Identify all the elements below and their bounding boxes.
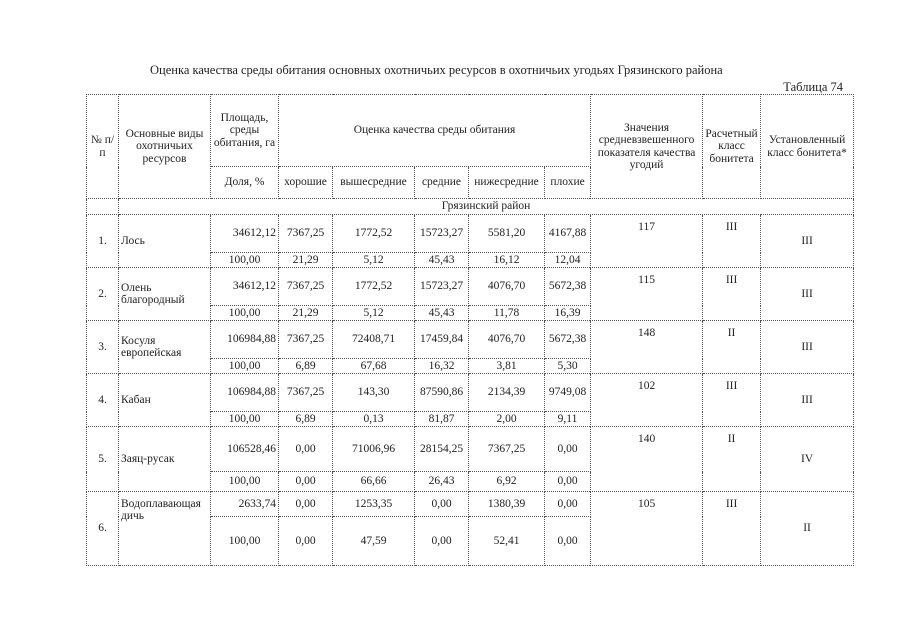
weighted-value: 115 bbox=[591, 268, 703, 321]
header-above: вышесредние bbox=[333, 167, 415, 199]
quality-value: 0,00 bbox=[279, 427, 333, 472]
quality-value: 0,00 bbox=[545, 492, 591, 517]
quality-value: 0,00 bbox=[545, 427, 591, 472]
calc-class-value: III bbox=[703, 374, 761, 427]
quality-percent: 0,00 bbox=[279, 472, 333, 492]
quality-percent: 0,00 bbox=[545, 472, 591, 492]
header-share: Доля, % bbox=[211, 167, 279, 199]
quality-percent: 16,32 bbox=[415, 359, 469, 374]
table-title: Оценка качества среды обитания основных охотничьих ресурсов в охотничьих угодьях Грязинского района bbox=[150, 63, 723, 77]
quality-percent: 52,41 bbox=[469, 517, 545, 566]
quality-percent: 0,13 bbox=[333, 412, 415, 427]
quality-percent: 0,00 bbox=[415, 517, 469, 566]
table-row bbox=[87, 492, 854, 517]
quality-percent: 3,81 bbox=[469, 359, 545, 374]
calc-class-value: II bbox=[703, 427, 761, 492]
quality-value: 9749,08 bbox=[545, 374, 591, 412]
habitat-quality-table bbox=[86, 94, 854, 566]
quality-percent: 21,29 bbox=[279, 306, 333, 321]
quality-value: 7367,25 bbox=[279, 374, 333, 412]
calc-class-value: III bbox=[703, 492, 761, 566]
quality-value: 87590,86 bbox=[415, 374, 469, 412]
set-class-value: II bbox=[761, 492, 854, 566]
header-num: № п/п bbox=[87, 95, 119, 199]
quality-percent: 45,43 bbox=[415, 306, 469, 321]
quality-percent: 2,00 bbox=[469, 412, 545, 427]
weighted-value: 105 bbox=[591, 492, 703, 566]
quality-value: 143,30 bbox=[333, 374, 415, 412]
quality-percent: 81,87 bbox=[415, 412, 469, 427]
quality-value: 1380,39 bbox=[469, 492, 545, 517]
quality-percent: 0,00 bbox=[279, 517, 333, 566]
header-area: Площадь, среды обитания, га bbox=[211, 95, 279, 167]
header-below: нижесредние bbox=[469, 167, 545, 199]
quality-value: 1772,52 bbox=[333, 268, 415, 306]
quality-percent: 26,43 bbox=[415, 472, 469, 492]
region-spacer bbox=[87, 199, 119, 215]
area-value: 106984,88 bbox=[211, 321, 279, 359]
quality-value: 7367,25 bbox=[279, 321, 333, 359]
species-name: Лось bbox=[119, 215, 211, 268]
row-number: 6. bbox=[87, 492, 119, 566]
header-weighted: Значения средневзвешенного показателя качества угодий bbox=[591, 95, 703, 199]
quality-value: 0,00 bbox=[279, 492, 333, 517]
row-number: 2. bbox=[87, 268, 119, 321]
table-row bbox=[87, 427, 854, 472]
quality-value: 4076,70 bbox=[469, 268, 545, 306]
quality-percent: 16,39 bbox=[545, 306, 591, 321]
weighted-value: 140 bbox=[591, 427, 703, 492]
row-number: 5. bbox=[87, 427, 119, 492]
species-name: Заяц-русак bbox=[119, 427, 211, 492]
area-value: 34612,12 bbox=[211, 215, 279, 253]
quality-percent: 0,00 bbox=[545, 517, 591, 566]
share-value: 100,00 bbox=[211, 517, 279, 566]
quality-percent: 67,68 bbox=[333, 359, 415, 374]
set-class-value: III bbox=[761, 268, 854, 321]
quality-percent: 12,04 bbox=[545, 253, 591, 268]
calc-class-value: III bbox=[703, 215, 761, 268]
table-row bbox=[87, 268, 854, 306]
share-value: 100,00 bbox=[211, 472, 279, 492]
table-number: Таблица 74 bbox=[783, 80, 843, 94]
set-class-value: IV bbox=[761, 427, 854, 492]
quality-value: 28154,25 bbox=[415, 427, 469, 472]
quality-value: 4167,88 bbox=[545, 215, 591, 253]
region-name: Грязинский район bbox=[119, 199, 854, 215]
set-class-value: III bbox=[761, 374, 854, 427]
header-quality: Оценка качества среды обитания bbox=[279, 95, 591, 167]
row-number: 4. bbox=[87, 374, 119, 427]
weighted-value: 117 bbox=[591, 215, 703, 268]
table-row bbox=[87, 321, 854, 359]
share-value: 100,00 bbox=[211, 412, 279, 427]
calc-class-value: II bbox=[703, 321, 761, 374]
quality-value: 72408,71 bbox=[333, 321, 415, 359]
quality-value: 5672,38 bbox=[545, 268, 591, 306]
species-name: Олень благородный bbox=[119, 268, 211, 321]
quality-percent: 6,92 bbox=[469, 472, 545, 492]
weighted-value: 102 bbox=[591, 374, 703, 427]
quality-percent: 45,43 bbox=[415, 253, 469, 268]
share-value: 100,00 bbox=[211, 306, 279, 321]
set-class-value: III bbox=[761, 321, 854, 374]
header-bad: плохие bbox=[545, 167, 591, 199]
quality-value: 0,00 bbox=[415, 492, 469, 517]
quality-percent: 47,59 bbox=[333, 517, 415, 566]
set-class-value: III bbox=[761, 215, 854, 268]
quality-value: 2134,39 bbox=[469, 374, 545, 412]
species-name: Кабан bbox=[119, 374, 211, 427]
area-value: 106984,88 bbox=[211, 374, 279, 412]
header-mid: средние bbox=[415, 167, 469, 199]
quality-percent: 6,89 bbox=[279, 412, 333, 427]
quality-value: 71006,96 bbox=[333, 427, 415, 472]
quality-value: 15723,27 bbox=[415, 215, 469, 253]
share-value: 100,00 bbox=[211, 359, 279, 374]
quality-value: 1772,52 bbox=[333, 215, 415, 253]
quality-value: 7367,25 bbox=[469, 427, 545, 472]
table-row bbox=[87, 215, 854, 253]
quality-value: 5672,38 bbox=[545, 321, 591, 359]
quality-percent: 66,66 bbox=[333, 472, 415, 492]
area-value: 2633,74 bbox=[211, 492, 279, 517]
area-value: 34612,12 bbox=[211, 268, 279, 306]
calc-class-value: III bbox=[703, 268, 761, 321]
quality-value: 1253,35 bbox=[333, 492, 415, 517]
species-name: Косуля европейская bbox=[119, 321, 211, 374]
quality-percent: 21,29 bbox=[279, 253, 333, 268]
quality-value: 17459,84 bbox=[415, 321, 469, 359]
quality-value: 15723,27 bbox=[415, 268, 469, 306]
species-name: Водоплавающая дичь bbox=[119, 492, 211, 566]
row-number: 3. bbox=[87, 321, 119, 374]
header-calc-class: Расчетный класс бонитета bbox=[703, 95, 761, 199]
area-value: 106528,46 bbox=[211, 427, 279, 472]
share-value: 100,00 bbox=[211, 253, 279, 268]
table-row bbox=[87, 374, 854, 412]
quality-value: 7367,25 bbox=[279, 268, 333, 306]
header-good: хорошие bbox=[279, 167, 333, 199]
weighted-value: 148 bbox=[591, 321, 703, 374]
quality-percent: 5,30 bbox=[545, 359, 591, 374]
quality-percent: 6,89 bbox=[279, 359, 333, 374]
quality-value: 7367,25 bbox=[279, 215, 333, 253]
quality-percent: 9,11 bbox=[545, 412, 591, 427]
row-number: 1. bbox=[87, 215, 119, 268]
quality-value: 5581,20 bbox=[469, 215, 545, 253]
quality-percent: 5,12 bbox=[333, 306, 415, 321]
quality-percent: 16,12 bbox=[469, 253, 545, 268]
header-set-class: Установленный класс бонитета* bbox=[761, 95, 854, 199]
header-species: Основные виды охотничьих ресурсов bbox=[119, 95, 211, 199]
quality-value: 4076,70 bbox=[469, 321, 545, 359]
quality-percent: 5,12 bbox=[333, 253, 415, 268]
quality-percent: 11,78 bbox=[469, 306, 545, 321]
